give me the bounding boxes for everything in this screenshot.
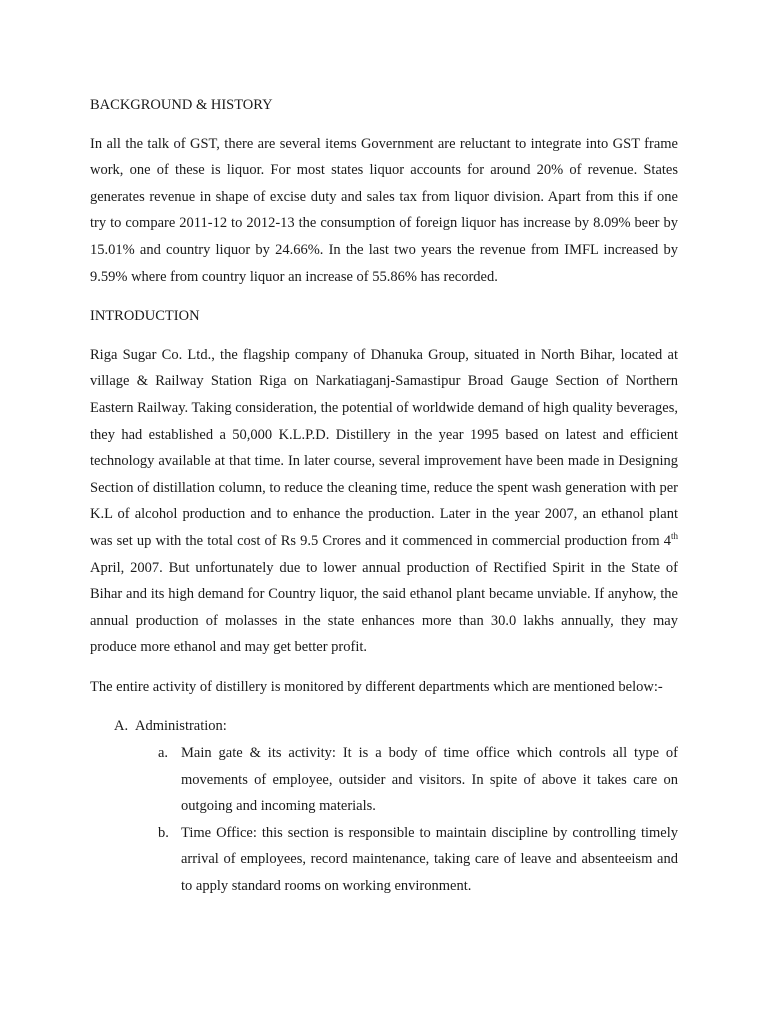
departments-list — [90, 713, 678, 899]
departments-intro: The entire activity of distillery is monitored by different departments which are mentioned below:- — [90, 678, 663, 695]
introduction-text-part2: April, 2007. But unfortunately due to lower annual production of Rectified Spirit in the State of Bihar and its high demand for Country liquor, the said ethanol plant became unviable. If anyhow, the annual production of molasses in the state enhances more than 30.0 lakhs annually, they may produce more ethanol and may get better profit. — [90, 559, 678, 656]
ordinal-superscript: th — [670, 531, 678, 542]
introduction-heading: INTRODUCTION — [90, 308, 200, 325]
list-marker: b. — [158, 824, 169, 841]
introduction-text-part1: Riga Sugar Co. Ltd., the flagship company of Dhanuka Group, situated in North Bihar, located at village & Railway Station Riga on Narkatiaganj-Samastipur Broad Gauge Section of Northern Eastern Railway. Taking consideration, the potential of worldwide demand of high quality beverages, they had established a 50,000 K.L.P.D. Distillery in the year 1995 based on latest and efficient technology available at that time. In later course, several improvement have been made in Designing Section of distillation column, to reduce the cleaning time, reduce the spent wash generation with per K.L of alcohol production and to enhance the production. Later in the year 2007, an ethanol plant was set up with the total cost of Rs 9.5 Crores and it commenced in commercial production from 4 — [90, 346, 678, 549]
list-marker: a. — [158, 745, 169, 762]
list-marker: A. — [114, 718, 129, 735]
administration-sublist — [114, 740, 678, 900]
list-item — [158, 740, 678, 820]
list-item-text: Time Office: this section is responsible to maintain discipline by controlling timely arrival of employees, record maintenance, taking care of leave and absenteeism and to apply standard rooms on working environment. — [181, 824, 678, 895]
background-paragraph: In all the talk of GST, there are several items Government are reluctant to integrate into GST frame work, one of these is liquor. For most states liquor accounts for around 20% of revenue. States generates revenue in shape of excise duty and sales tax from liquor division. Apart from this if one try to compare 2011-12 to 2012-13 the consumption of foreign liquor has increase by 8.09% beer by 15.01% and country liquor by 24.66%. In the last two years the revenue from IMFL increased by 9.59% where from country liquor an increase of 55.86% has recorded. — [90, 135, 678, 285]
list-item — [158, 820, 678, 900]
background-heading: BACKGROUND & HISTORY — [90, 97, 273, 113]
introduction-paragraph — [90, 342, 678, 661]
list-item-text: Main gate & its activity: It is a body of time office which controls all type of movements of employee, outsider and visitors. In spite of above it takes care on outgoing and incoming materials. — [181, 745, 678, 815]
department-title: Administration: — [135, 718, 227, 735]
department-administration — [114, 713, 678, 740]
